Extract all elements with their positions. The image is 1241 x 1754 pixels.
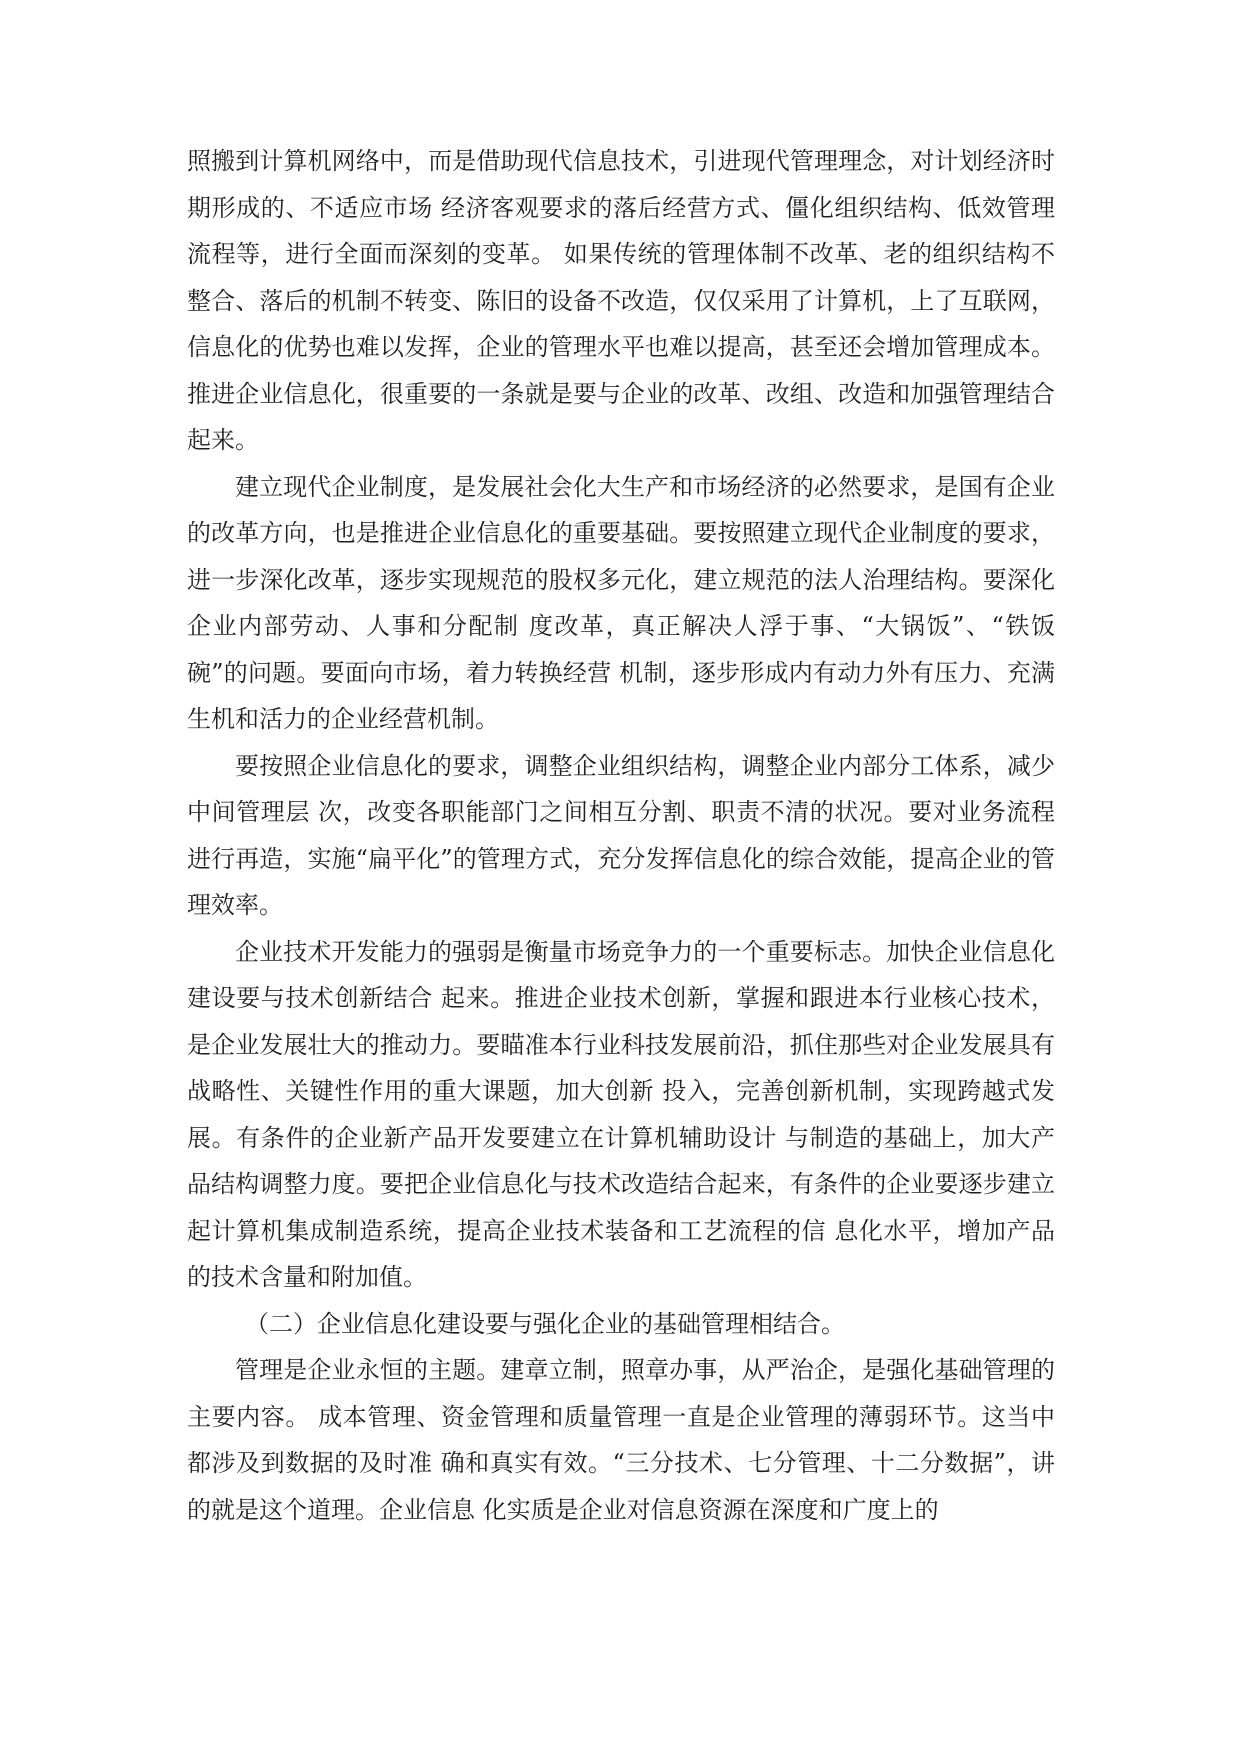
- paragraph-technology-innovation: 企业技术开发能力的强弱是衡量市场竞争力的一个重要标志。加快企业信息化建设要与技术创新结合 起来。推进企业技术创新，掌握和跟进本行业核心技术，是企业发展壮大的推动力。要瞄准本行业科技发展前沿，抓住那些对企业发展具有战略性、关键性作用的重大课题，加大创新 投入，完善创新机制，实现跨越式发展。有条件的企业新产品开发要建立在计算机辅助设计 与制造的基础上，加大产品结构调整力度。要把企业信息化与技术改造结合起来，有条件的企业要逐步建立起计算机集成制造系统，提高企业技术装备和工艺流程的信 息化水平，增加产品的技术含量和附加值。: [187, 937, 1055, 1291]
- body-text: [187, 138, 1055, 1533]
- section-heading: （二）企业信息化建设要与强化企业的基础管理相结合。: [245, 1309, 845, 1338]
- paragraph-modern-enterprise-system: 建立现代企业制度，是发展社会化大生产和市场经济的必然要求，是国有企业的改革方向，也是推进企业信息化的重要基础。要按照建立现代企业制度的要求，进一步深化改革，逐步实现规范的股权多元化，建立规范的法人治理结构。要深化企业内部劳动、人事和分配制 度改革，真正解决人浮于事、“大锅饭”、“铁饭碗”的问题。要面向市场，着力转换经营 机制，逐步形成内有动力外有压力、充满生机和活力的企业经营机制。: [187, 472, 1055, 733]
- paragraph-continuation: 照搬到计算机网络中，而是借助现代信息技术，引进现代管理理念，对计划经济时期形成的、不适应市场 经济客观要求的落后经营方式、僵化组织结构、低效管理流程等，进行全面而深刻的变革。 如果传统的管理体制不改革、老的组织结构不整合、落后的机制不转变、陈旧的设备不改造，仅仅采用了计算机，上了互联网，信息化的优势也难以发挥，企业的管理水平也难以提高，甚至还会增加管理成本。推进企业信息化，很重要的一条就是要与企业的改革、改组、改造和加强管理结合起来。: [187, 147, 1055, 454]
- paragraph-organization-structure: 要按照企业信息化的要求，调整企业组织结构，调整企业内部分工体系，减少中间管理层 次，改变各职能部门之间相互分割、职责不清的状况。要对业务流程进行再造，实施“扁平化”的管理方式，充分发挥信息化的综合效能，提高企业的管理效率。: [187, 751, 1055, 919]
- paragraph-basic-management: 管理是企业永恒的主题。建章立制，照章办事，从严治企，是强化基础管理的主要内容。 成本管理、资金管理和质量管理一直是企业管理的薄弱环节。这当中都涉及到数据的及时准 确和真实有效。“三分技术、七分管理、十二分数据”，讲的就是这个道理。企业信息 化实质是企业对信息资源在深度和广度上的: [187, 1356, 1055, 1524]
